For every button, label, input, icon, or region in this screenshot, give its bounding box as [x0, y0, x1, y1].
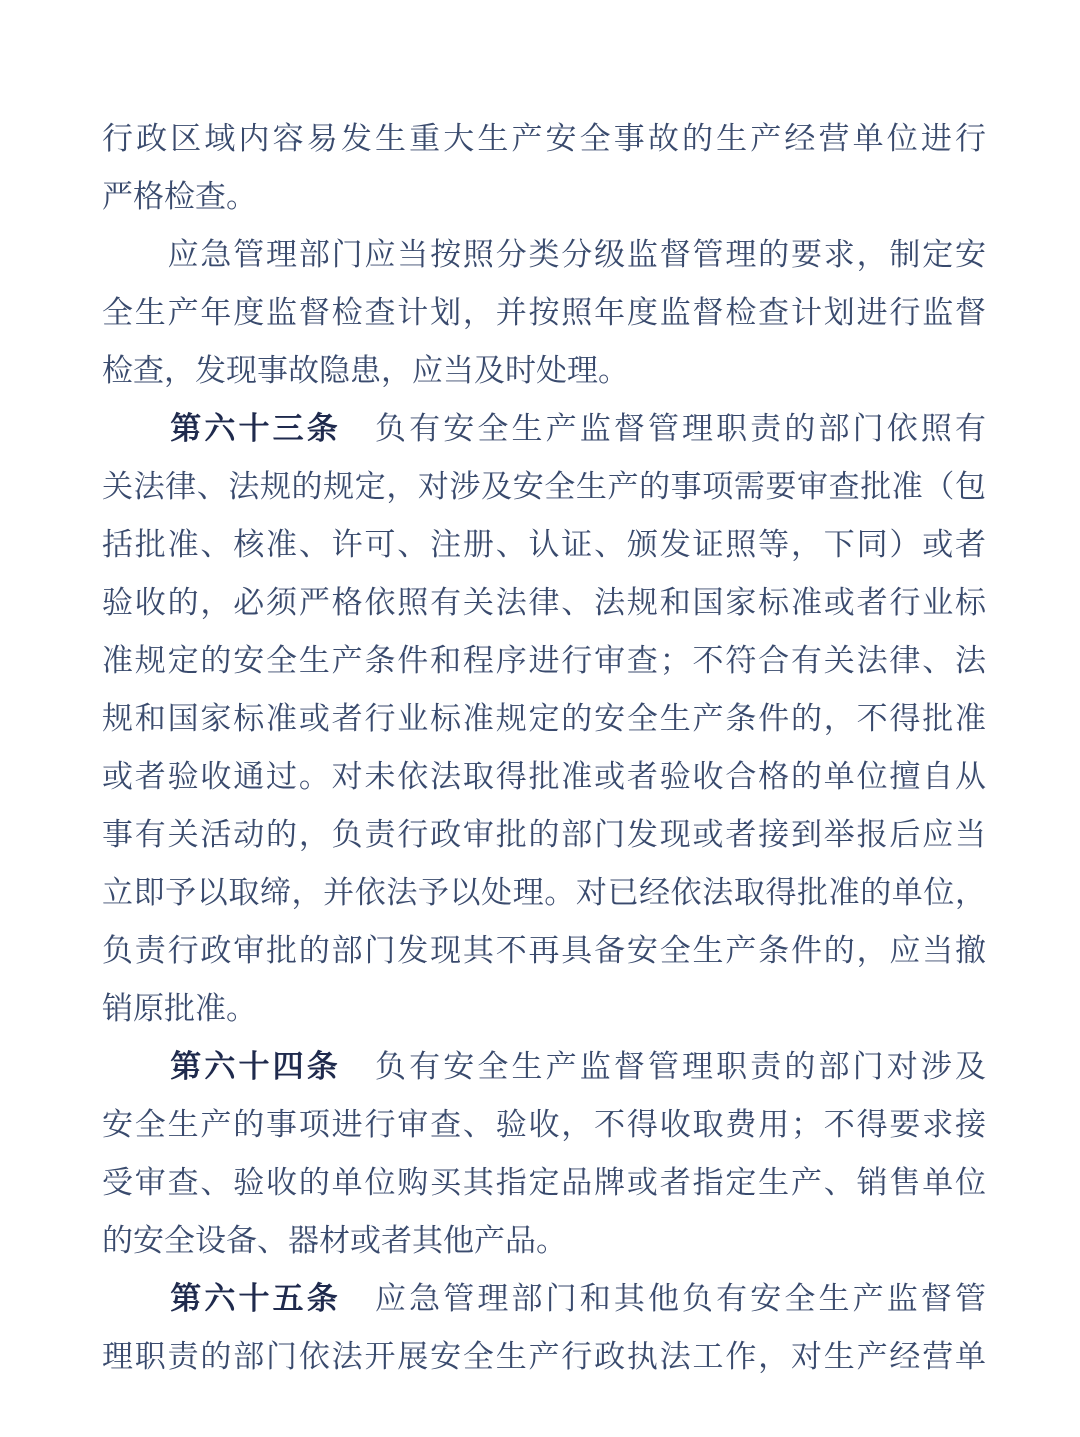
text-run: 严格检查。 [102, 179, 257, 215]
text-run: 行政区域内容易发生重大生产安全事故的生产经营单位进行 [102, 121, 986, 157]
text-line [102, 980, 986, 1038]
text-line [102, 748, 986, 806]
text-run [102, 411, 170, 447]
article-number: 第六十五条 [170, 1281, 341, 1317]
continuation-paragraph [102, 110, 986, 226]
text-line [102, 806, 986, 864]
text-line [102, 632, 986, 690]
text-line [102, 1270, 986, 1328]
article-number: 第六十四条 [170, 1049, 341, 1085]
text-run: 销原批准。 [102, 991, 257, 1027]
text-run: 准规定的安全生产条件和程序进行审查；不符合有关法律、法 [102, 643, 986, 679]
text-run: 关法律、法规的规定，对涉及安全生产的事项需要审查批准（包 [102, 469, 986, 505]
text-run: 的安全设备、器材或者其他产品。 [102, 1223, 567, 1259]
text-line [102, 690, 986, 748]
text-line [102, 1212, 986, 1270]
article-paragraph [102, 1270, 986, 1386]
text-run: 事有关活动的，负责行政审批的部门发现或者接到举报后应当 [102, 817, 986, 853]
text-run: 应急管理部门和其他负有安全生产监督管 [340, 1281, 986, 1317]
text-line [102, 1038, 986, 1096]
text-line [102, 110, 986, 168]
text-line [102, 922, 986, 980]
text-run: 理职责的部门依法开展安全生产行政执法工作，对生产经营单 [102, 1339, 986, 1375]
text-line [102, 400, 986, 458]
text-run: 全生产年度监督检查计划，并按照年度监督检查计划进行监督 [102, 295, 986, 331]
text-line [102, 574, 986, 632]
text-run: 受审查、验收的单位购买其指定品牌或者指定生产、销售单位 [102, 1165, 986, 1201]
text-run: 检查，发现事故隐患，应当及时处理。 [102, 353, 629, 389]
article-paragraph [102, 400, 986, 1038]
text-line [102, 1328, 986, 1386]
text-run [102, 1281, 170, 1317]
text-line [102, 342, 986, 400]
text-run: 立即予以取缔，并依法予以处理。对已经依法取得批准的单位， [102, 875, 986, 911]
text-line [102, 226, 986, 284]
text-line [102, 458, 986, 516]
text-run: 或者验收通过。对未依法取得批准或者验收合格的单位擅自从 [102, 759, 986, 795]
document-content [102, 110, 986, 1386]
text-line [102, 1096, 986, 1154]
text-run: 应急管理部门应当按照分类分级监督管理的要求，制定安 [102, 237, 986, 273]
text-run: 验收的，必须严格依照有关法律、法规和国家标准或者行业标 [102, 585, 986, 621]
text-run: 负有安全生产监督管理职责的部门依照有 [340, 411, 986, 447]
text-run: 负有安全生产监督管理职责的部门对涉及 [340, 1049, 986, 1085]
text-line [102, 168, 986, 226]
text-run [102, 1049, 170, 1085]
text-run: 括批准、核准、许可、注册、认证、颁发证照等，下同）或者 [102, 527, 986, 563]
text-run: 负责行政审批的部门发现其不再具备安全生产条件的，应当撤 [102, 933, 986, 969]
text-line [102, 864, 986, 922]
article-paragraph [102, 1038, 986, 1270]
article-number: 第六十三条 [170, 411, 341, 447]
text-line [102, 1154, 986, 1212]
text-run: 规和国家标准或者行业标准规定的安全生产条件的，不得批准 [102, 701, 986, 737]
body-paragraph [102, 226, 986, 400]
text-line [102, 284, 986, 342]
text-run: 安全生产的事项进行审查、验收，不得收取费用；不得要求接 [102, 1107, 986, 1143]
text-line [102, 516, 986, 574]
